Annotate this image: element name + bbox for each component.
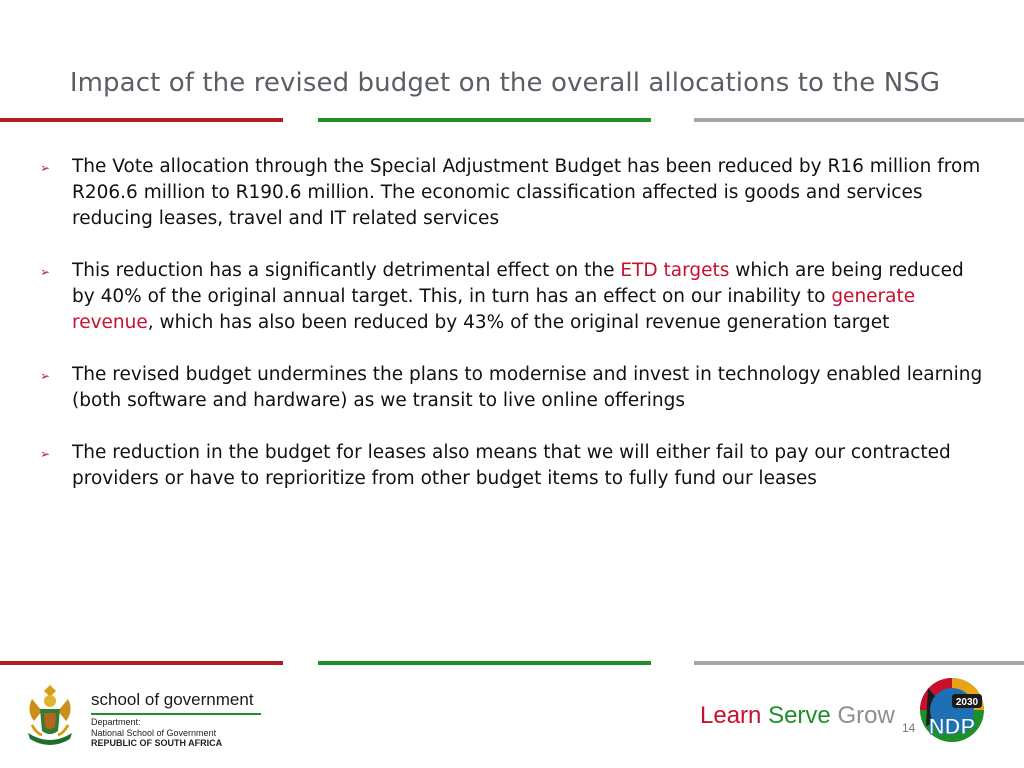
top-divider-grey [694,118,1024,122]
coat-of-arms-icon [22,681,78,753]
page-number: 14 [902,721,916,735]
arrow-bullet-icon: ➢ [40,447,51,461]
bottom-divider-green [318,661,651,665]
bullet-item [40,258,990,336]
highlight-etd-targets: ETD targets [620,260,730,281]
bullet-text: The Vote allocation through the Special Adjustment Budget has been reduced by R16 million from R206.6 million to R190.6 million. The economic classification affected is goods and services reducing leases, travel and IT related services [72,156,981,229]
department-block [91,717,222,749]
department-label: Department: [91,717,141,727]
arrow-bullet-icon: ➢ [40,369,51,383]
bullet-list [40,154,990,518]
bullet-item [40,154,990,232]
bullet-item [40,362,990,414]
bullet-text: The reduction in the budget for leases also means that we will either fail to pay our contracted providers or have to reprioritize from other budget items to fully fund our leases [72,442,951,489]
bullet-text: The revised budget undermines the plans to modernise and invest in technology enabled learning (both software and hardware) as we transit to live online offerings [72,364,983,411]
bullet-text: This reduction has a significantly detrimental effect on the [72,260,621,281]
tagline-serve: Serve [768,702,831,729]
school-of-government-logo-text: school of government [91,690,254,709]
top-divider-green [318,118,651,122]
ndp-text: NDP [928,714,976,739]
tagline [700,702,895,730]
ndp-2030-logo [912,676,990,744]
department-name: National School of Government [91,727,217,738]
ndp-year: 2030 [955,697,979,708]
country-name: REPUBLIC OF SOUTH AFRICA [91,738,223,748]
tagline-grow: Grow [837,702,895,729]
bullet-text: which are being reduced by 40% of the original annual target. This, in turn has an effect on our inability to [72,260,964,307]
top-divider-red [0,118,283,122]
bullet-text: , which has also been reduced by 43% of the original revenue generation target [147,312,890,333]
arrow-bullet-icon: ➢ [40,265,51,279]
arrow-bullet-icon: ➢ [40,161,51,175]
bottom-divider-grey [694,661,1024,665]
logo-underline [91,713,261,715]
highlight-generate-revenue: generate revenue [72,286,916,333]
tagline-learn: Learn [700,702,762,729]
bullet-item [40,440,990,492]
bottom-divider-red [0,661,283,665]
slide-title: Impact of the revised budget on the overall allocations to the NSG [69,68,941,98]
